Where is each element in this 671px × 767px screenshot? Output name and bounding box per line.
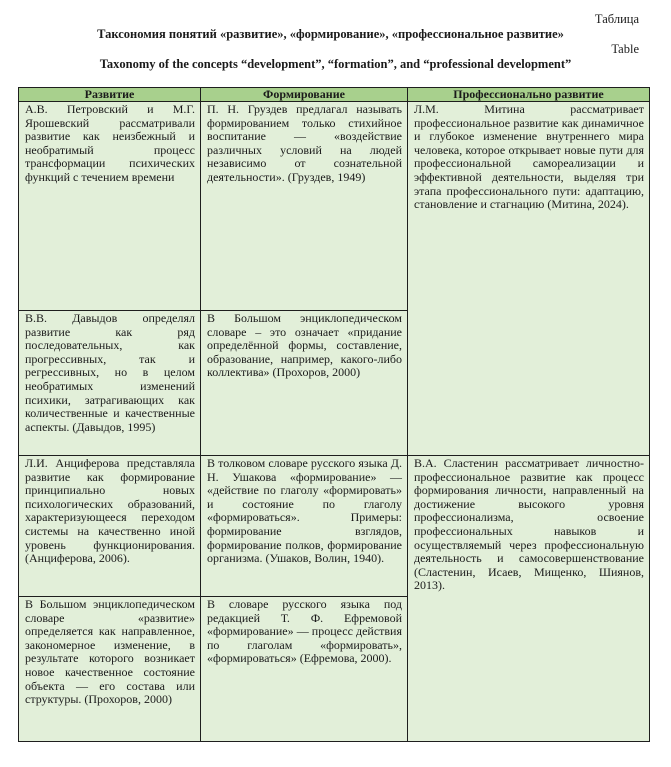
- cell-formation: [201, 102, 408, 311]
- table-header-row: [19, 88, 650, 102]
- column-header-development: Развитие: [19, 88, 201, 102]
- cell-text: Л.И. Анциферова представляла развитие как формирование принципиально новых психологических образований, характеризующееся переходом системы на качественно иной уровень функционирования. (Анциферова, 2006).: [25, 456, 195, 566]
- cell-formation: [201, 311, 408, 456]
- cell-development: [19, 102, 201, 311]
- cell-development: [19, 311, 201, 456]
- column-header-professional-development: Профессионально развитие: [408, 88, 650, 102]
- cell-development: [19, 456, 201, 597]
- cell-text: В словаре русского языка под редакцией Т. Ф. Ефремовой «формирование» — процесс действия по глаголам «формировать», «формироваться» (Ефремова, 2000).: [207, 597, 402, 666]
- table-caption-ru: Таксономия понятий «развитие», «формирование», «профессиональное развитие»: [97, 27, 564, 41]
- cell-professional-development: [408, 456, 650, 742]
- cell-formation: [201, 597, 408, 742]
- table-label-en: Table: [611, 42, 639, 56]
- cell-text: В Большом энциклопедическом словаре – это означает «придание определённой формы, составление, образование, например, какого-либо коллектива» (Прохоров, 2000): [207, 311, 402, 380]
- taxonomy-table: [18, 87, 650, 742]
- cell-development: [19, 597, 201, 742]
- cell-text: Л.М. Митина рассматривает профессиональное развитие как динамичное и глубокое изменение внутреннего мира человека, которое открывает новые пути для профессиональной самореализации и эффективной деятельности, выделяя три этапа профессионального пути: адаптацию, становление и стагнацию (Митина, 2024).: [414, 102, 644, 212]
- table-row: [19, 102, 650, 311]
- cell-text: В Большом энциклопедическом словаре «развитие» определяется как направленное, закономерное изменение, в результате которого возникает новое качественное состояние объекта — его состава или структуры. (Прохоров, 2000): [25, 597, 195, 707]
- table-row: [19, 456, 650, 597]
- cell-professional-development: [408, 102, 650, 456]
- column-header-formation: Формирование: [201, 88, 408, 102]
- cell-text: В.В. Давыдов определял развитие как ряд последовательных, как прогрессивных, так и регрессивных, но в целом необратимых изменений психики, затрагивающих как количественные и качественные аспекты. (Давыдов, 1995): [25, 311, 195, 434]
- table-caption-en: Taxonomy of the concepts “development”, “formation”, and “professional development”: [99, 57, 572, 71]
- cell-text: А.В. Петровский и М.Г. Ярошевский рассматривали развитие как неизбежный и необратимый процесс трансформации психических функций с течением времени: [25, 102, 195, 184]
- cell-formation: [201, 456, 408, 597]
- cell-text: П. Н. Груздев предлагал называть формированием только стихийное воспитание — «воздействие различных условий на людей независимо от сознательной деятельности». (Груздев, 1949): [207, 102, 402, 184]
- table-label-ru: Таблица: [594, 12, 639, 26]
- cell-text: В толковом словаре русского языка Д. Н. Ушакова «формирование» — «действие по глаголу «формировать» и состояние по глаголу «формироваться». Примеры: формирование взглядов, формирование полков, формирование организма. (Ушаков, Волин, 1940).: [207, 456, 402, 566]
- cell-text: В.А. Сластенин рассматривает личностно-профессиональное развитие как процесс формирования личности, направленный на достижение высокого уровня профессионализма, освоение профессиональных навыков и осуществляемый через профессиональную деятельность и самосовершенствование (Сластенин, Исаев, Мищенко, Шиянов, 2013).: [414, 456, 644, 593]
